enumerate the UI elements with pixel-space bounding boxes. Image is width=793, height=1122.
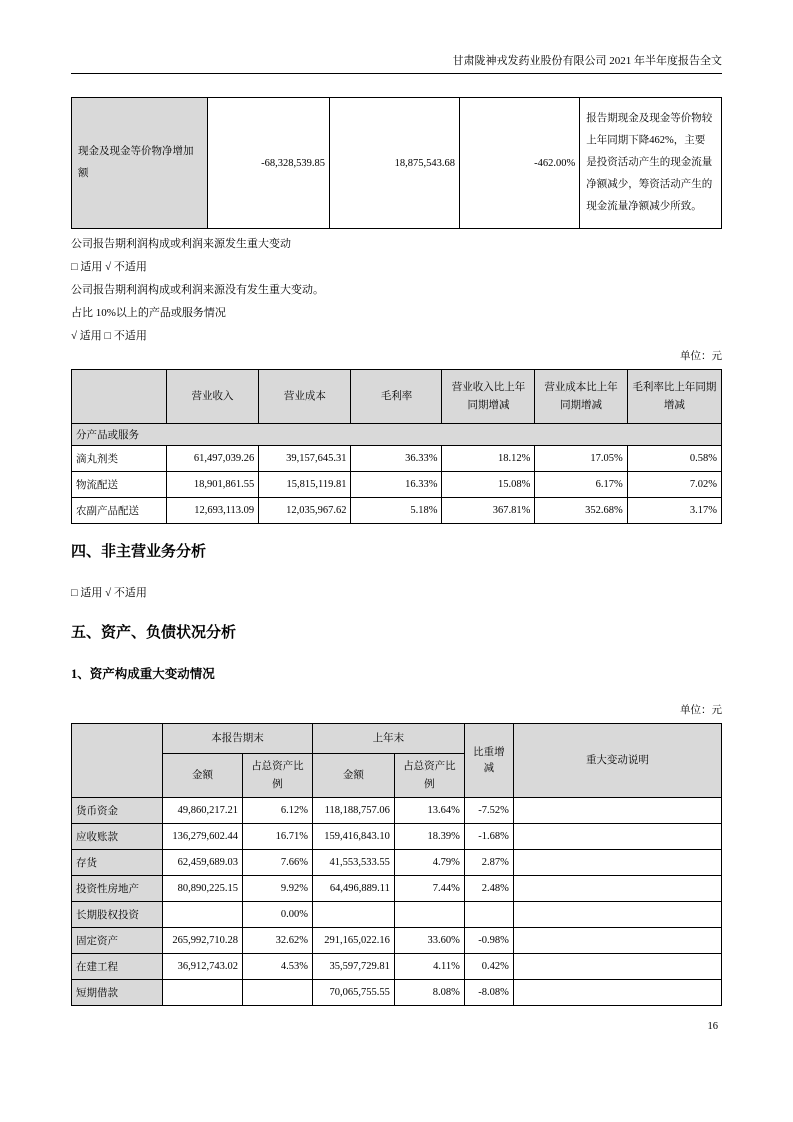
- asset-label-cell: 应收账款: [72, 824, 163, 850]
- page-number: 16: [707, 1021, 718, 1032]
- margin-change-cell: 0.58%: [627, 446, 721, 472]
- revenue-change-cell: 18.12%: [442, 446, 535, 472]
- section5-subtitle-1: 1、资产构成重大变动情况: [71, 667, 215, 681]
- prior-amount-cell: 64,496,889.11: [312, 876, 394, 902]
- current-amount-cell: [163, 980, 243, 1006]
- cash-change-note-cell: 报告期现金及现金等价物较上年同期下降462%，主要是投资活动产生的现金流量净额减少，筹资活动产生的现金流量净额减少所致。: [580, 98, 722, 229]
- current-pct-cell: 4.53%: [242, 954, 312, 980]
- prior-pct-cell: 4.79%: [394, 850, 464, 876]
- asset-label-cell: 长期股权投资: [72, 902, 163, 928]
- revenue-change-header-cell: 营业收入比上年同期增减: [442, 370, 535, 424]
- current-pct-cell: 9.92%: [242, 876, 312, 902]
- current-period-header-cell: 本报告期末: [163, 724, 313, 754]
- prior-amount-cell: 159,416,843.10: [312, 824, 394, 850]
- change-note-cell: [513, 980, 721, 1006]
- current-pct-cell: 0.00%: [242, 902, 312, 928]
- cost-change-cell: 352.68%: [535, 498, 627, 524]
- products-applicability-line: √ 适用 □ 不适用: [71, 330, 147, 342]
- cash-change-pct-cell: -462.00%: [460, 98, 580, 229]
- revenue-header-cell: 营业收入: [166, 370, 258, 424]
- margin-change-cell: 3.17%: [627, 498, 721, 524]
- revenue-cell: 18,901,861.55: [166, 472, 258, 498]
- cost-cell: 15,815,119.81: [259, 472, 351, 498]
- cash-prior-amount-cell: 18,875,543.68: [330, 98, 460, 229]
- prior-period-header-cell: 上年末: [312, 724, 464, 754]
- cost-change-cell: 6.17%: [535, 472, 627, 498]
- change-note-cell: [513, 850, 721, 876]
- table-header-row: [72, 370, 722, 424]
- cost-change-header-cell: 营业成本比上年同期增减: [535, 370, 627, 424]
- change-note-cell: [513, 928, 721, 954]
- product-label-cell: 滴丸剂类: [72, 446, 167, 472]
- table-row: [72, 824, 722, 850]
- weight-change-cell: 0.42%: [464, 954, 513, 980]
- weight-change-cell: -7.52%: [464, 798, 513, 824]
- weight-change-cell: 2.87%: [464, 850, 513, 876]
- asset-label-cell: 存货: [72, 850, 163, 876]
- margin-cell: 16.33%: [351, 472, 442, 498]
- prior-pct-cell: 8.08%: [394, 980, 464, 1006]
- product-label-cell: 物流配送: [72, 472, 167, 498]
- section4-title: 四、非主营业务分析: [71, 544, 207, 560]
- prior-amount-cell: 291,165,022.16: [312, 928, 394, 954]
- cash-equivalents-table: [71, 97, 722, 229]
- cost-cell: 12,035,967.62: [259, 498, 351, 524]
- change-note-header-cell: 重大变动说明: [513, 724, 721, 798]
- pct-header-cell: 占总资产比例: [394, 754, 464, 798]
- corner-header-cell: [72, 370, 167, 424]
- group-row: [72, 424, 722, 446]
- prior-amount-cell: [312, 902, 394, 928]
- prior-pct-cell: 18.39%: [394, 824, 464, 850]
- weight-change-cell: 2.48%: [464, 876, 513, 902]
- margin-cell: 5.18%: [351, 498, 442, 524]
- table-row: [72, 954, 722, 980]
- asset-label-cell: 投资性房地产: [72, 876, 163, 902]
- prior-pct-cell: 7.44%: [394, 876, 464, 902]
- margin-change-cell: 7.02%: [627, 472, 721, 498]
- asset-label-cell: 短期借款: [72, 980, 163, 1006]
- products-services-table: [71, 369, 722, 524]
- weight-change-cell: -8.08%: [464, 980, 513, 1006]
- table-row: [72, 876, 722, 902]
- amount-header-cell: 金额: [163, 754, 243, 798]
- asset-label-cell: 货币资金: [72, 798, 163, 824]
- cost-change-cell: 17.05%: [535, 446, 627, 472]
- table-row: [72, 850, 722, 876]
- change-note-cell: [513, 954, 721, 980]
- page-header: [71, 0, 722, 74]
- amount-header-cell: 金额: [312, 754, 394, 798]
- weight-change-cell: [464, 902, 513, 928]
- assets-composition-table: [71, 723, 722, 1006]
- products-heading: 占比 10%以上的产品或服务情况: [71, 307, 226, 319]
- current-amount-cell: [163, 902, 243, 928]
- product-label-cell: 农副产品配送: [72, 498, 167, 524]
- current-amount-cell: 49,860,217.21: [163, 798, 243, 824]
- prior-pct-cell: 33.60%: [394, 928, 464, 954]
- unit-label: 单位：元: [680, 705, 722, 716]
- cost-cell: 39,157,645.31: [259, 446, 351, 472]
- group-label-cell: 分产品或服务: [72, 424, 722, 446]
- current-pct-cell: 16.71%: [242, 824, 312, 850]
- report-title: 甘肃陇神戎发药业股份有限公司 2021 年半年度报告全文: [452, 55, 722, 67]
- profit-applicability-line: □ 适用 √ 不适用: [71, 261, 147, 273]
- prior-pct-cell: [394, 902, 464, 928]
- table-row: [72, 446, 722, 472]
- prior-pct-cell: 4.11%: [394, 954, 464, 980]
- cash-row-label-cell: 现金及现金等价物净增加额: [72, 98, 208, 229]
- table-row: [72, 902, 722, 928]
- change-note-cell: [513, 902, 721, 928]
- pct-header-cell: 占总资产比例: [242, 754, 312, 798]
- table-row: [72, 98, 722, 229]
- weight-change-cell: -1.68%: [464, 824, 513, 850]
- weight-change-header-cell: 比重增减: [464, 724, 513, 798]
- table-header-row: [72, 724, 722, 754]
- cash-current-amount-cell: -68,328,539.85: [207, 98, 329, 229]
- prior-amount-cell: 118,188,757.06: [312, 798, 394, 824]
- table-row: [72, 928, 722, 954]
- prior-pct-cell: 13.64%: [394, 798, 464, 824]
- prior-amount-cell: 70,065,755.55: [312, 980, 394, 1006]
- change-note-cell: [513, 824, 721, 850]
- margin-header-cell: 毛利率: [351, 370, 442, 424]
- revenue-change-cell: 15.08%: [442, 472, 535, 498]
- table-row: [72, 498, 722, 524]
- current-amount-cell: 36,912,743.02: [163, 954, 243, 980]
- current-pct-cell: 6.12%: [242, 798, 312, 824]
- table-row: [72, 798, 722, 824]
- corner-header-cell: [72, 724, 163, 798]
- cost-header-cell: 营业成本: [259, 370, 351, 424]
- unit-label: 单位：元: [680, 351, 722, 362]
- prior-amount-cell: 41,553,533.55: [312, 850, 394, 876]
- change-note-cell: [513, 876, 721, 902]
- revenue-cell: 12,693,113.09: [166, 498, 258, 524]
- current-pct-cell: [242, 980, 312, 1006]
- asset-label-cell: 固定资产: [72, 928, 163, 954]
- current-pct-cell: 7.66%: [242, 850, 312, 876]
- weight-change-cell: -0.98%: [464, 928, 513, 954]
- current-amount-cell: 62,459,689.03: [163, 850, 243, 876]
- section4-applicability-line: □ 适用 √ 不适用: [71, 587, 147, 599]
- revenue-cell: 61,497,039.26: [166, 446, 258, 472]
- change-note-cell: [513, 798, 721, 824]
- profit-note-line: 公司报告期利润构成或利润来源没有发生重大变动。: [71, 284, 324, 296]
- current-amount-cell: 265,992,710.28: [163, 928, 243, 954]
- current-pct-cell: 32.62%: [242, 928, 312, 954]
- profit-change-heading: 公司报告期利润构成或利润来源发生重大变动: [71, 238, 291, 250]
- margin-change-header-cell: 毛利率比上年同期增减: [627, 370, 721, 424]
- current-amount-cell: 136,279,602.44: [163, 824, 243, 850]
- asset-label-cell: 在建工程: [72, 954, 163, 980]
- revenue-change-cell: 367.81%: [442, 498, 535, 524]
- current-amount-cell: 80,890,225.15: [163, 876, 243, 902]
- section5-title: 五、资产、负债状况分析: [71, 625, 237, 641]
- prior-amount-cell: 35,597,729.81: [312, 954, 394, 980]
- table-row: [72, 980, 722, 1006]
- margin-cell: 36.33%: [351, 446, 442, 472]
- table-row: [72, 472, 722, 498]
